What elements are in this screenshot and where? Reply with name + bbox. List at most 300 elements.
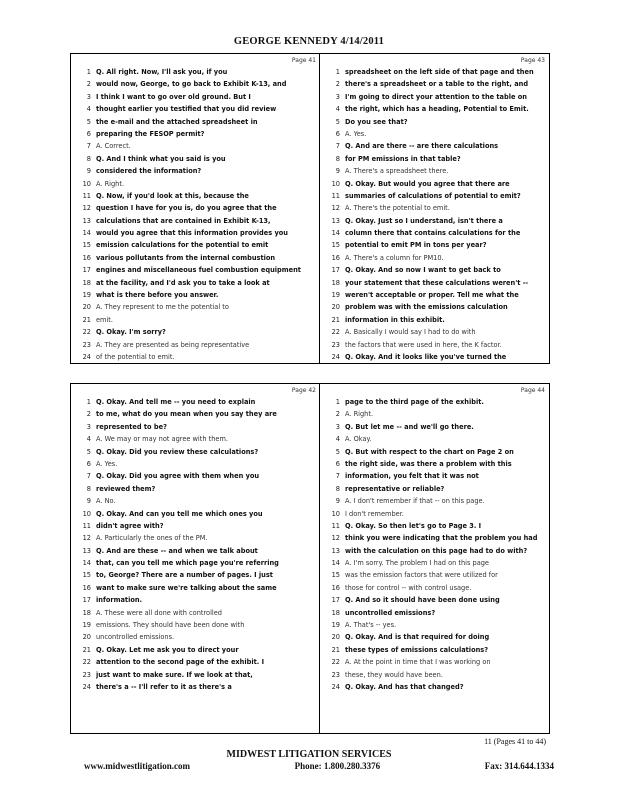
line-text: page to the third page of the exhibit. bbox=[345, 398, 484, 406]
transcript-line bbox=[320, 91, 549, 103]
transcript-line bbox=[71, 202, 320, 214]
transcript-line bbox=[71, 66, 320, 78]
line-number: 20 bbox=[82, 633, 91, 642]
transcript-line bbox=[71, 644, 320, 656]
line-number: 9 bbox=[335, 167, 340, 176]
line-text: didn't agree with? bbox=[96, 521, 164, 530]
line-text: would you agree that this information provides you bbox=[96, 229, 288, 238]
line-number: 10 bbox=[331, 179, 340, 188]
line-number: 20 bbox=[331, 633, 340, 642]
line-number: 9 bbox=[86, 497, 91, 506]
transcript-page-42 bbox=[70, 383, 320, 734]
line-number: 4 bbox=[86, 105, 91, 114]
line-text: Q. Okay. And can you tell me which ones you bbox=[96, 509, 263, 518]
transcript-line bbox=[320, 289, 549, 301]
line-number: 24 bbox=[82, 682, 91, 691]
transcript-line bbox=[71, 128, 320, 140]
transcript-line bbox=[320, 351, 549, 363]
line-number: 18 bbox=[331, 608, 340, 617]
line-number: 24 bbox=[331, 352, 340, 361]
line-number: 19 bbox=[331, 291, 340, 300]
line-number: 7 bbox=[335, 142, 340, 151]
line-text: thought earlier you testified that you did review bbox=[96, 105, 277, 114]
line-number: 17 bbox=[331, 596, 340, 605]
line-number: 23 bbox=[82, 340, 91, 349]
transcript-line bbox=[320, 215, 549, 227]
line-number: 13 bbox=[82, 546, 91, 555]
line-number: 7 bbox=[86, 472, 91, 481]
line-text: of the potential to emit. bbox=[96, 352, 175, 361]
line-number: 16 bbox=[331, 583, 340, 592]
document-header: GEORGE KENNEDY 4/14/2011 bbox=[233, 36, 385, 47]
line-text: calculations that are contained in Exhibit K-13, bbox=[96, 216, 271, 225]
line-text: column there that contains calculations for the bbox=[345, 229, 521, 238]
transcript-line bbox=[71, 408, 320, 420]
transcript-line bbox=[320, 508, 549, 520]
transcript-line bbox=[320, 326, 549, 338]
line-number: 9 bbox=[335, 497, 340, 506]
line-text: Q. And are these -- and when we talk about bbox=[96, 546, 258, 555]
transcript-line bbox=[320, 594, 549, 606]
line-text: Do you see that? bbox=[345, 117, 408, 126]
line-text: Q. And I think what you said is you bbox=[96, 154, 226, 163]
transcript-line bbox=[320, 681, 549, 693]
line-text: to, George? There are a number of pages. I just bbox=[96, 571, 273, 580]
transcript-line bbox=[320, 227, 549, 239]
line-text: what is there before you answer. bbox=[96, 291, 219, 300]
line-number: 1 bbox=[335, 398, 340, 406]
line-number: 14 bbox=[82, 229, 91, 238]
line-text: the e-mail and the attached spreadsheet in bbox=[96, 117, 258, 126]
page-range: 11 (Pages 41 to 44) bbox=[484, 737, 546, 746]
transcript-line bbox=[71, 582, 320, 594]
line-text: Q. Okay. Just so I understand, isn't there a bbox=[345, 216, 503, 225]
line-text: Q. And so it should have been done using bbox=[345, 596, 500, 605]
line-text: problem was with the emissions calculation bbox=[345, 303, 508, 312]
line-number: 17 bbox=[82, 266, 91, 275]
transcript-line bbox=[320, 408, 549, 420]
transcript-line bbox=[71, 339, 320, 351]
transcript-line bbox=[71, 351, 320, 363]
transcript-line bbox=[320, 301, 549, 313]
line-number: 6 bbox=[86, 129, 91, 138]
line-number: 21 bbox=[331, 315, 340, 324]
line-text: to me, what do you mean when you say they are bbox=[96, 410, 277, 419]
line-text: Q. Okay. Did you agree with them when you bbox=[96, 472, 260, 481]
line-text: summaries of calculations of potential to emit? bbox=[345, 191, 521, 200]
transcript-line bbox=[71, 277, 320, 289]
line-text: A. There's the potential to emit. bbox=[345, 204, 450, 213]
line-text: Q. Okay. Did you review these calculations? bbox=[96, 447, 259, 456]
line-text: think you were indicating that the problem you had bbox=[345, 534, 538, 543]
line-text: these types of emissions calculations? bbox=[345, 645, 489, 654]
transcript-line bbox=[320, 140, 549, 152]
transcript-line bbox=[320, 421, 549, 433]
line-text: representative or reliable? bbox=[345, 484, 445, 493]
line-text: information, you felt that it was not bbox=[345, 472, 479, 481]
transcript-lines bbox=[320, 66, 549, 363]
transcript-line bbox=[320, 153, 549, 165]
line-text: I think I want to go over old ground. But I bbox=[96, 92, 251, 101]
transcript-line bbox=[320, 116, 549, 128]
transcript-line bbox=[71, 446, 320, 458]
line-number: 5 bbox=[335, 117, 340, 126]
line-number: 19 bbox=[82, 621, 91, 630]
line-number: 1 bbox=[86, 68, 91, 76]
transcript-line bbox=[320, 569, 549, 581]
line-text: information. bbox=[96, 596, 143, 605]
line-number: 18 bbox=[82, 608, 91, 617]
transcript-line bbox=[71, 91, 320, 103]
transcript-line bbox=[71, 433, 320, 445]
transcript-line bbox=[71, 78, 320, 90]
transcript-line bbox=[71, 619, 320, 631]
line-number: 11 bbox=[82, 191, 91, 200]
line-number: 2 bbox=[86, 410, 91, 419]
line-number: 22 bbox=[82, 658, 91, 667]
line-text: A. Particularly the ones of the PM. bbox=[96, 534, 208, 543]
line-text: question I have for you is, do you agree that the bbox=[96, 204, 277, 213]
transcript-line bbox=[71, 178, 320, 190]
transcript-line bbox=[71, 421, 320, 433]
line-text: Q. Okay. But would you agree that there are bbox=[345, 179, 510, 188]
line-text: A. At the point in time that I was working on bbox=[345, 658, 491, 667]
line-number: 12 bbox=[331, 204, 340, 213]
line-number: 3 bbox=[86, 92, 91, 101]
line-number: 23 bbox=[331, 670, 340, 679]
line-text: that, can you tell me which page you're referring bbox=[96, 559, 279, 568]
line-number: 1 bbox=[86, 398, 91, 406]
line-number: 12 bbox=[82, 534, 91, 543]
line-number: 15 bbox=[331, 571, 340, 580]
line-text: was the emission factors that were utilized for bbox=[345, 571, 498, 580]
transcript-line bbox=[320, 178, 549, 190]
line-text: the right, which has a heading, Potential to Emit. bbox=[345, 105, 529, 114]
transcript-line bbox=[71, 495, 320, 507]
transcript-line bbox=[71, 301, 320, 313]
transcript-line bbox=[320, 669, 549, 681]
transcript-line bbox=[71, 396, 320, 408]
transcript-line bbox=[320, 607, 549, 619]
page-number: Page 41 bbox=[291, 57, 316, 64]
line-number: 7 bbox=[86, 142, 91, 151]
transcript-line bbox=[320, 165, 549, 177]
line-number: 2 bbox=[335, 80, 340, 89]
line-number: 10 bbox=[82, 509, 91, 518]
line-text: various pollutants from the internal combustion bbox=[96, 253, 276, 262]
line-text: preparing the FESOP permit? bbox=[96, 129, 205, 138]
transcript-line bbox=[71, 681, 320, 693]
line-text: emit. bbox=[96, 315, 113, 324]
line-text: considered the information? bbox=[96, 167, 202, 176]
transcript-line bbox=[320, 314, 549, 326]
line-text: attention to the second page of the exhibit. I bbox=[96, 658, 265, 667]
line-number: 5 bbox=[86, 117, 91, 126]
line-number: 11 bbox=[82, 521, 91, 530]
line-number: 10 bbox=[331, 509, 340, 518]
line-text: those for control -- with control usage. bbox=[345, 583, 472, 592]
line-text: potential to emit PM in tons per year? bbox=[345, 241, 487, 250]
line-text: these, they would have been. bbox=[345, 670, 443, 679]
line-text: Q. Okay. And tell me -- you need to explain bbox=[96, 398, 256, 406]
transcript-line bbox=[71, 557, 320, 569]
line-text: A. That's -- yes. bbox=[345, 621, 397, 630]
line-number: 8 bbox=[335, 154, 340, 163]
line-number: 14 bbox=[331, 229, 340, 238]
line-number: 22 bbox=[331, 328, 340, 337]
line-text: weren't acceptable or proper. Tell me what the bbox=[345, 291, 519, 300]
transcript-line bbox=[71, 215, 320, 227]
transcript-line bbox=[71, 289, 320, 301]
line-number: 1 bbox=[335, 68, 340, 76]
line-text: at the facility, and I'd ask you to take a look at bbox=[96, 278, 270, 287]
line-text: Q. And are there -- are there calculations bbox=[345, 142, 499, 151]
line-number: 20 bbox=[82, 303, 91, 312]
transcript-line bbox=[320, 557, 549, 569]
line-text: A. Basically I would say I had to do with bbox=[345, 328, 476, 337]
transcript-line bbox=[320, 252, 549, 264]
transcript-line bbox=[320, 470, 549, 482]
transcript-line bbox=[320, 495, 549, 507]
transcript-line bbox=[71, 607, 320, 619]
line-number: 16 bbox=[82, 583, 91, 592]
line-text: A. Yes. bbox=[345, 129, 367, 138]
line-text: A. We may or may not agree with them. bbox=[96, 435, 228, 444]
fax-number: Fax: 314.644.1334 bbox=[484, 761, 554, 771]
line-text: A. Right. bbox=[345, 410, 374, 419]
transcript-line bbox=[320, 103, 549, 115]
line-text: I don't remember. bbox=[345, 509, 404, 518]
transcript-line bbox=[320, 66, 549, 78]
transcript-line bbox=[71, 470, 320, 482]
transcript-line bbox=[320, 239, 549, 251]
line-text: Q. Okay. And is that required for doing bbox=[345, 633, 490, 642]
line-number: 16 bbox=[331, 253, 340, 262]
line-number: 4 bbox=[335, 435, 340, 444]
transcript-line bbox=[71, 264, 320, 276]
transcript-line bbox=[71, 569, 320, 581]
transcript-line bbox=[71, 520, 320, 532]
line-number: 10 bbox=[82, 179, 91, 188]
transcript-line bbox=[71, 314, 320, 326]
line-text: A. There's a spreadsheet there. bbox=[345, 167, 449, 176]
transcript-line bbox=[320, 644, 549, 656]
line-number: 20 bbox=[331, 303, 340, 312]
page-number: Page 42 bbox=[291, 387, 316, 394]
line-number: 18 bbox=[82, 278, 91, 287]
line-number: 3 bbox=[335, 92, 340, 101]
transcript-line bbox=[320, 202, 549, 214]
transcript-line bbox=[320, 339, 549, 351]
transcript-line bbox=[71, 483, 320, 495]
line-text: A. Correct. bbox=[96, 142, 131, 151]
transcript-line bbox=[71, 458, 320, 470]
line-text: Q. Okay. And it looks like you've turned the bbox=[345, 352, 507, 361]
line-text: Q. But let me -- and we'll go there. bbox=[345, 422, 474, 431]
line-text: A. Yes. bbox=[96, 459, 118, 468]
transcript-line bbox=[320, 458, 549, 470]
line-number: 17 bbox=[82, 596, 91, 605]
line-number: 13 bbox=[331, 546, 340, 555]
line-number: 16 bbox=[82, 253, 91, 262]
transcript-line bbox=[320, 656, 549, 668]
line-number: 7 bbox=[335, 472, 340, 481]
transcript-line bbox=[320, 264, 549, 276]
transcript-line bbox=[71, 153, 320, 165]
line-text: A. There's a column for PM10. bbox=[345, 253, 444, 262]
transcript-page-41 bbox=[70, 53, 320, 364]
line-number: 17 bbox=[331, 266, 340, 275]
line-text: Q. Okay. And has that changed? bbox=[345, 682, 464, 691]
line-number: 5 bbox=[335, 447, 340, 456]
transcript-line bbox=[71, 103, 320, 115]
line-number: 2 bbox=[335, 410, 340, 419]
line-number: 24 bbox=[82, 352, 91, 361]
footer-contact-row bbox=[84, 761, 554, 771]
line-text: the right side, was there a problem with this bbox=[345, 459, 512, 468]
transcript-line bbox=[71, 326, 320, 338]
line-text: emission calculations for the potential to emit bbox=[96, 241, 269, 250]
transcript-lines bbox=[320, 396, 549, 693]
transcript-line bbox=[71, 140, 320, 152]
line-text: the factors that were used in here, the K factor. bbox=[345, 340, 502, 349]
line-text: there's a -- I'll refer to it as there's a bbox=[96, 682, 232, 691]
transcript-line bbox=[71, 594, 320, 606]
line-text: Q. Okay. I'm sorry? bbox=[96, 328, 166, 337]
transcript-line bbox=[71, 545, 320, 557]
line-text: A. No. bbox=[96, 497, 116, 506]
line-number: 3 bbox=[86, 422, 91, 431]
line-text: A. I don't remember if that -- on this page. bbox=[345, 497, 485, 506]
line-number: 8 bbox=[86, 484, 91, 493]
transcript-line bbox=[320, 78, 549, 90]
line-number: 23 bbox=[331, 340, 340, 349]
line-number: 2 bbox=[86, 80, 91, 89]
line-number: 15 bbox=[82, 571, 91, 580]
line-number: 4 bbox=[86, 435, 91, 444]
page-number: Page 43 bbox=[520, 57, 545, 64]
line-number: 12 bbox=[82, 204, 91, 213]
transcript-lines bbox=[71, 396, 320, 693]
line-number: 19 bbox=[82, 291, 91, 300]
line-text: just want to make sure. If we look at that, bbox=[96, 670, 253, 679]
phone-number: Phone: 1.800.280.3376 bbox=[294, 761, 381, 771]
transcript-line bbox=[71, 252, 320, 264]
line-number: 24 bbox=[331, 682, 340, 691]
transcript-line bbox=[71, 656, 320, 668]
line-text: there's a spreadsheet or a table to the right, and bbox=[345, 80, 529, 89]
line-number: 11 bbox=[331, 191, 340, 200]
line-number: 19 bbox=[331, 621, 340, 630]
line-text: Q. Now, if you'd look at this, because the bbox=[96, 191, 249, 200]
transcript-line bbox=[71, 190, 320, 202]
line-text: A. These were all done with controlled bbox=[96, 608, 222, 617]
line-text: uncontrolled emissions? bbox=[345, 608, 436, 617]
line-text: reviewed them? bbox=[96, 484, 156, 493]
line-text: Q. Okay. Let me ask you to direct your bbox=[96, 645, 239, 654]
line-number: 14 bbox=[82, 559, 91, 568]
line-number: 23 bbox=[82, 670, 91, 679]
line-number: 15 bbox=[331, 241, 340, 250]
transcript-line bbox=[71, 239, 320, 251]
line-number: 4 bbox=[335, 105, 340, 114]
line-number: 6 bbox=[335, 129, 340, 138]
line-text: for PM emissions in that table? bbox=[345, 154, 461, 163]
transcript-line bbox=[320, 446, 549, 458]
line-number: 5 bbox=[86, 447, 91, 456]
transcript-line bbox=[320, 631, 549, 643]
transcript-line bbox=[320, 277, 549, 289]
transcript-line bbox=[320, 545, 549, 557]
line-number: 9 bbox=[86, 167, 91, 176]
line-text: represented to be? bbox=[96, 422, 167, 431]
transcript-line bbox=[71, 165, 320, 177]
line-text: Q. Okay. So then let's go to Page 3. I bbox=[345, 521, 482, 530]
line-text: A. They represent to me the potential to bbox=[96, 303, 229, 312]
line-text: Q. Okay. And so now I want to get back to bbox=[345, 266, 501, 275]
company-name: MIDWEST LITIGATION SERVICES bbox=[226, 749, 392, 760]
line-number: 22 bbox=[82, 328, 91, 337]
line-text: engines and miscellaneous fuel combustion equipment bbox=[96, 266, 301, 275]
line-number: 6 bbox=[335, 459, 340, 468]
line-text: your statement that these calculations weren't -- bbox=[345, 278, 529, 287]
line-number: 22 bbox=[331, 658, 340, 667]
transcript-lines bbox=[71, 66, 320, 363]
line-text: want to make sure we're talking about the same bbox=[96, 583, 277, 592]
transcript-line bbox=[320, 483, 549, 495]
page-number: Page 44 bbox=[520, 387, 545, 394]
website-link[interactable]: www.midwestlitigation.com bbox=[84, 761, 190, 771]
line-number: 11 bbox=[331, 521, 340, 530]
line-number: 21 bbox=[82, 645, 91, 654]
line-text: information in this exhibit. bbox=[345, 315, 445, 324]
transcript-line bbox=[320, 128, 549, 140]
transcript-line bbox=[320, 532, 549, 544]
line-text: A. Okay. bbox=[345, 435, 372, 444]
line-text: I'm going to direct your attention to the table on bbox=[345, 92, 527, 101]
transcript-line bbox=[71, 227, 320, 239]
transcript-line bbox=[320, 520, 549, 532]
line-text: A. I'm sorry. The problem I had on this page bbox=[345, 559, 489, 568]
transcript-line bbox=[320, 190, 549, 202]
transcript-line bbox=[320, 433, 549, 445]
transcript-line bbox=[71, 508, 320, 520]
line-text: Q. But with respect to the chart on Page 2 on bbox=[345, 447, 514, 456]
line-text: would now, George, to go back to Exhibit K-13, and bbox=[96, 80, 287, 89]
transcript-line bbox=[71, 532, 320, 544]
line-text: spreadsheet on the left side of that page and then bbox=[345, 68, 534, 76]
line-text: A. Right. bbox=[96, 179, 125, 188]
line-number: 21 bbox=[82, 315, 91, 324]
line-text: A. They are presented as being representative bbox=[96, 340, 250, 349]
transcript-page-43 bbox=[319, 53, 550, 364]
line-number: 8 bbox=[86, 154, 91, 163]
line-number: 18 bbox=[331, 278, 340, 287]
line-text: uncontrolled emissions. bbox=[96, 633, 175, 642]
line-number: 21 bbox=[331, 645, 340, 654]
line-number: 8 bbox=[335, 484, 340, 493]
transcript-line bbox=[320, 396, 549, 408]
line-text: with the calculation on this page had to do with? bbox=[345, 546, 528, 555]
line-text: emissions. They should have been done with bbox=[96, 621, 245, 630]
line-text: Q. All right. Now, I'll ask you, if you bbox=[96, 68, 228, 76]
transcript-page-44 bbox=[319, 383, 550, 734]
transcript-line bbox=[71, 116, 320, 128]
line-number: 3 bbox=[335, 422, 340, 431]
line-number: 14 bbox=[331, 559, 340, 568]
transcript-line bbox=[71, 631, 320, 643]
line-number: 13 bbox=[331, 216, 340, 225]
